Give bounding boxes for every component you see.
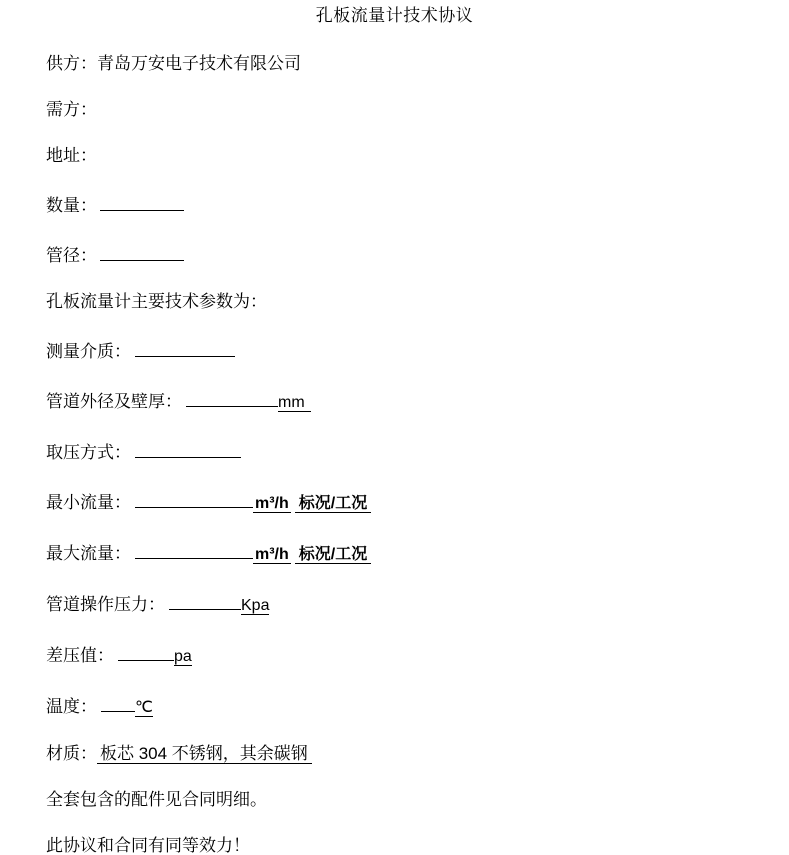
validity-note: 此协议和合同有同等效力！ [46,836,250,855]
min-flow-field[interactable] [135,490,253,508]
outer-diameter-label: 管道外径及壁厚： [46,392,182,411]
differential-pressure-unit: pa [174,648,192,665]
supplier-line [46,55,789,72]
address-label: 地址： [46,146,97,165]
validity-note-line [46,837,789,854]
outer-diameter-line [46,389,789,411]
parameters-heading [46,293,789,310]
pipe-diameter-line [46,243,789,264]
max-flow-label: 最大流量： [46,544,131,563]
differential-pressure-label: 差压值： [46,646,114,665]
max-flow-field[interactable] [135,541,253,559]
outer-diameter-unit: mm [278,394,311,412]
quantity-field[interactable] [100,193,184,211]
temperature-line [46,694,789,716]
parameters-heading-label: 孔板流量计主要技术参数为： [46,292,267,311]
tap-mode-line [46,440,789,461]
max-flow-line [46,541,789,563]
tap-mode-field[interactable] [135,440,241,458]
temperature-label: 温度： [46,697,97,716]
max-flow-condition[interactable]: 标况/工况 [295,546,371,564]
medium-line [46,339,789,360]
operating-pressure-line [46,592,789,614]
accessories-note-line [46,791,789,808]
min-flow-condition[interactable]: 标况/工况 [295,495,371,513]
medium-field[interactable] [135,339,235,357]
tap-mode-label: 取压方式： [46,443,131,462]
operating-pressure-label: 管道操作压力： [46,595,165,614]
quantity-label: 数量： [46,196,97,215]
max-flow-unit: m³/h [255,546,289,563]
material-label: 材质： [46,744,97,763]
supplier-label: 供方： [46,54,97,73]
differential-pressure-field[interactable] [118,643,174,661]
document-body [0,55,789,854]
address-line [46,147,789,164]
pipe-diameter-label: 管径： [46,246,97,265]
min-flow-label: 最小流量： [46,493,131,512]
page-title: 孔板流量计技术协议 [315,6,474,25]
min-flow-line [46,490,789,512]
medium-label: 测量介质： [46,342,131,361]
accessories-note: 全套包含的配件见合同明细。 [46,790,267,809]
min-flow-unit: m³/h [255,495,289,512]
material-value[interactable]: 板芯 304 不锈钢，其余碳钢 [97,744,312,764]
differential-pressure-line [46,643,789,665]
pipe-diameter-field[interactable] [100,243,184,261]
buyer-label: 需方： [46,100,97,119]
outer-diameter-field[interactable] [186,389,278,407]
supplier-value: 青岛万安电子技术有限公司 [97,54,301,73]
material-line [46,745,789,762]
operating-pressure-field[interactable] [169,592,241,610]
temperature-field[interactable] [101,694,135,712]
buyer-line [46,101,789,118]
operating-pressure-unit: Kpa [241,597,270,614]
quantity-line [46,193,789,214]
temperature-unit: ℃ [135,699,153,716]
